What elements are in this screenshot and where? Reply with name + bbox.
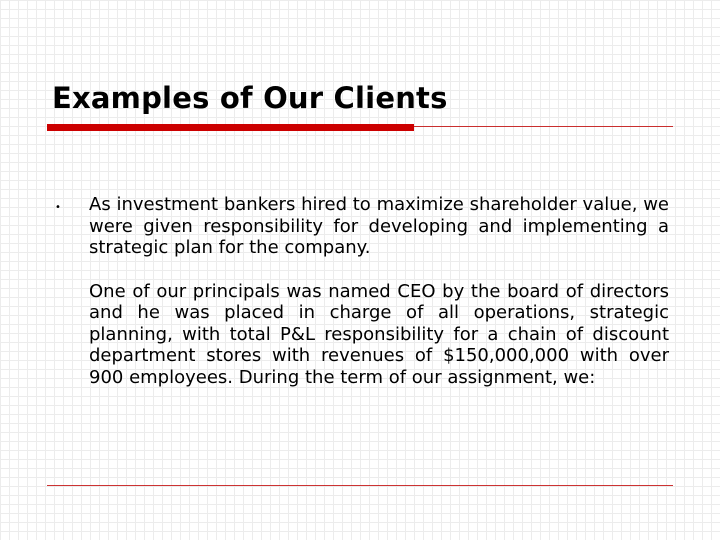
- slide-body: [89, 194, 669, 388]
- title-accent-bar: [47, 124, 414, 131]
- bullet-marker: •: [55, 202, 61, 213]
- footer-rule: [47, 485, 673, 486]
- body-paragraph-2: One of our principals was named CEO by the board of directors and he was placed in charge of all operations, strategic planning, with total P&L responsibility for a chain of discount department stores with revenues of $150,000,000 with over 900 employees. During the term of our assignment, we:: [89, 280, 669, 388]
- body-paragraph-1: As investment bankers hired to maximize shareholder value, we were given responsibility for developing and implementing a strategic plan for the company.: [89, 194, 669, 258]
- slide-title: Examples of Our Clients: [52, 81, 448, 115]
